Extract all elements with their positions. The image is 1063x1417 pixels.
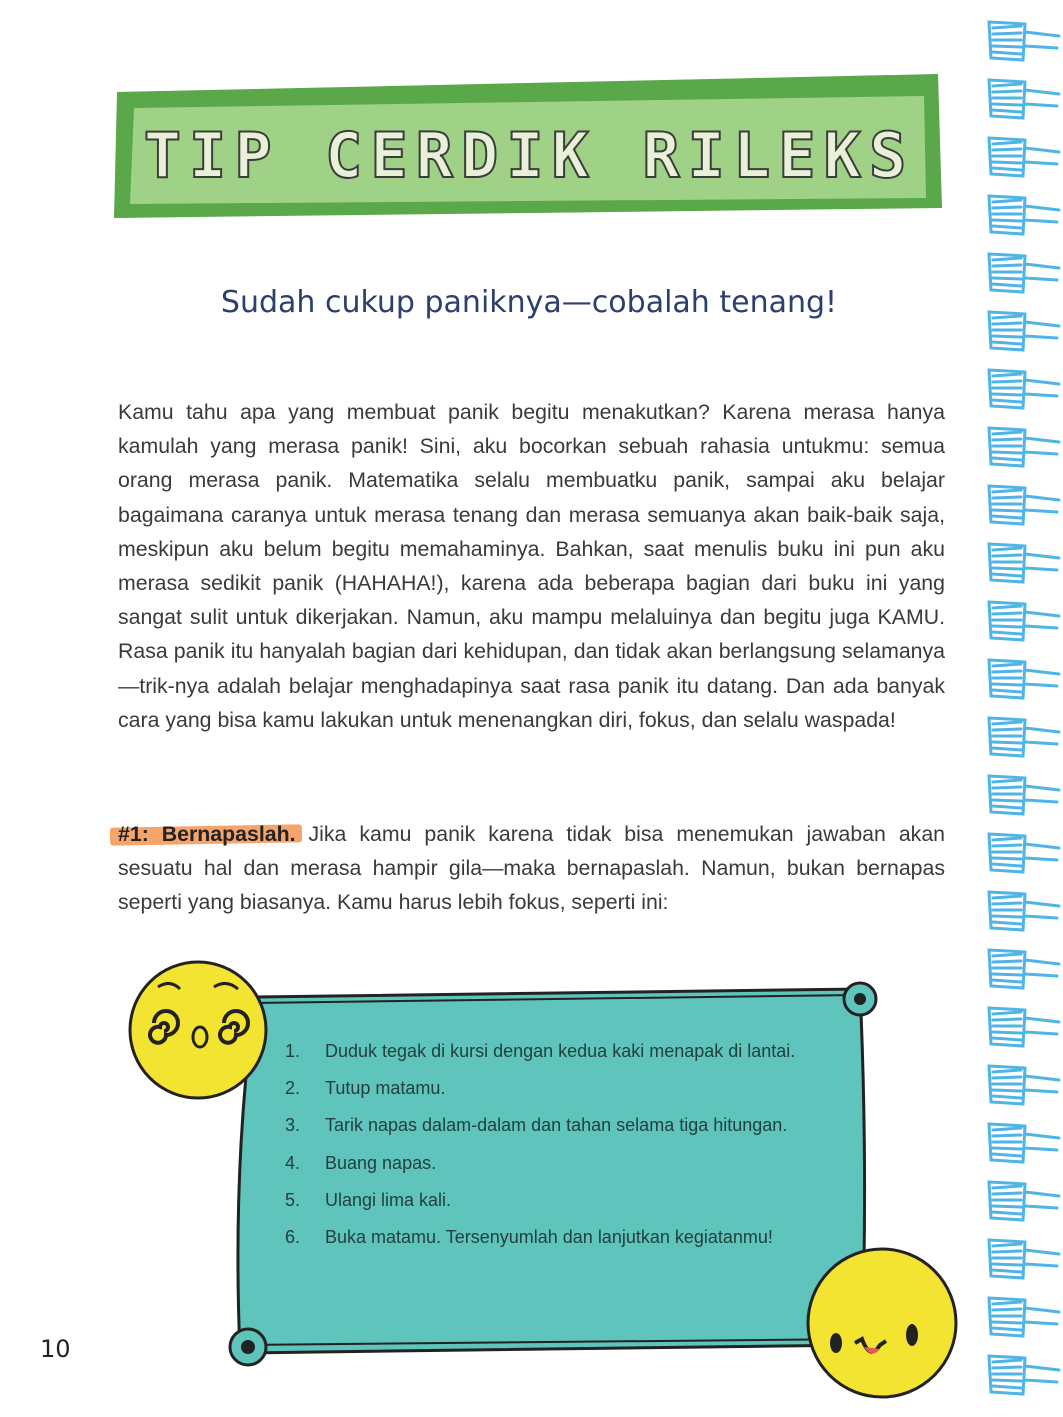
spiral-loop [989,1298,1059,1336]
spiral-loop [989,22,1059,60]
spiral-loop [989,196,1059,234]
spiral-loop [989,892,1059,930]
list-item: 3. Tarik napas dalam-dalam dan tahan selama tiga hitungan. [285,1115,788,1136]
page-title: TIP CERDIK RILEKS [143,118,915,192]
tip-label: #1: Bernapaslah. [118,822,296,846]
spiral-loop [989,312,1059,350]
spiral-loop [989,486,1059,524]
happy-face-icon [800,1235,965,1405]
spiral-loop [989,1124,1059,1162]
spiral-loop [989,1240,1059,1278]
spiral-binding [983,0,1063,1417]
spiral-loop [989,718,1059,756]
spiral-loop [989,80,1059,118]
spiral-loop [989,1356,1059,1394]
body-paragraph: Kamu tahu apa yang membuat panik begitu menakutkan? Karena merasa hanya kamulah yang merasa panik! Sini, aku bocorkan sebuah rahasia untukmu: semua orang merasa panik. Matematika selalu membuatku panik, sampai aku belajar bagaimana caranya untuk merasa tenang dan merasa semuanya akan baik-baik saja, meskipun aku belum begitu memahaminya. Bahkan, saat menulis buku ini pun aku merasa sedikit panik (HAHAHA!), karena ada beberapa bagian dari buku ini yang sangat sulit untuk dikerjakan. Namun, aku mampu melaluinya dan begitu juga KAMU. Rasa panik itu hanyalah bagian dari kehidupan, dan tidak akan berlangsung selamanya—trik-nya adalah belajar menghadapinya saat rasa panik itu datang. Dan ada banyak cara yang bisa kamu lakukan untuk menenangkan diri, fokus, dan selalu waspada! [118,400,945,732]
tip-paragraph [118,817,945,920]
subtitle: Sudah cukup paniknya—cobalah tenang! [220,285,838,320]
spiral-loop [989,602,1059,640]
spiral-loop [989,834,1059,872]
list-item: 6. Buka matamu. Tersenyumlah dan lanjutkan kegiatanmu! [285,1227,773,1248]
spiral-loop [989,544,1059,582]
list-item: 2. Tutup matamu. [285,1078,446,1099]
spiral-loop [989,950,1059,988]
spiral-loop [989,1066,1059,1104]
spiral-loop [989,370,1059,408]
spiral-loop [989,1182,1059,1220]
spiral-loop [989,776,1059,814]
page-number: 10 [40,1335,71,1363]
spiral-loop [989,254,1059,292]
list-item: 5. Ulangi lima kali. [285,1189,452,1210]
list-item: 1. Duduk tegak di kursi dengan kedua kaki menapak di lantai. [285,1041,796,1062]
breathing-steps [285,1033,855,1256]
tip-text: Jika kamu panik karena tidak bisa menemukan jawaban akan sesuatu hal dan merasa hampir gila—maka bernapaslah. Namun, bukan bernapas seperti yang biasanya. Kamu harus lebih fokus, seperti ini: [118,822,946,915]
dizzy-face-icon [118,955,278,1100]
list-item: 4. Buang napas. [285,1152,437,1173]
spiral-loop [989,138,1059,176]
spiral-loop [989,660,1059,698]
spiral-loop [989,1008,1059,1046]
spiral-loop [989,428,1059,466]
